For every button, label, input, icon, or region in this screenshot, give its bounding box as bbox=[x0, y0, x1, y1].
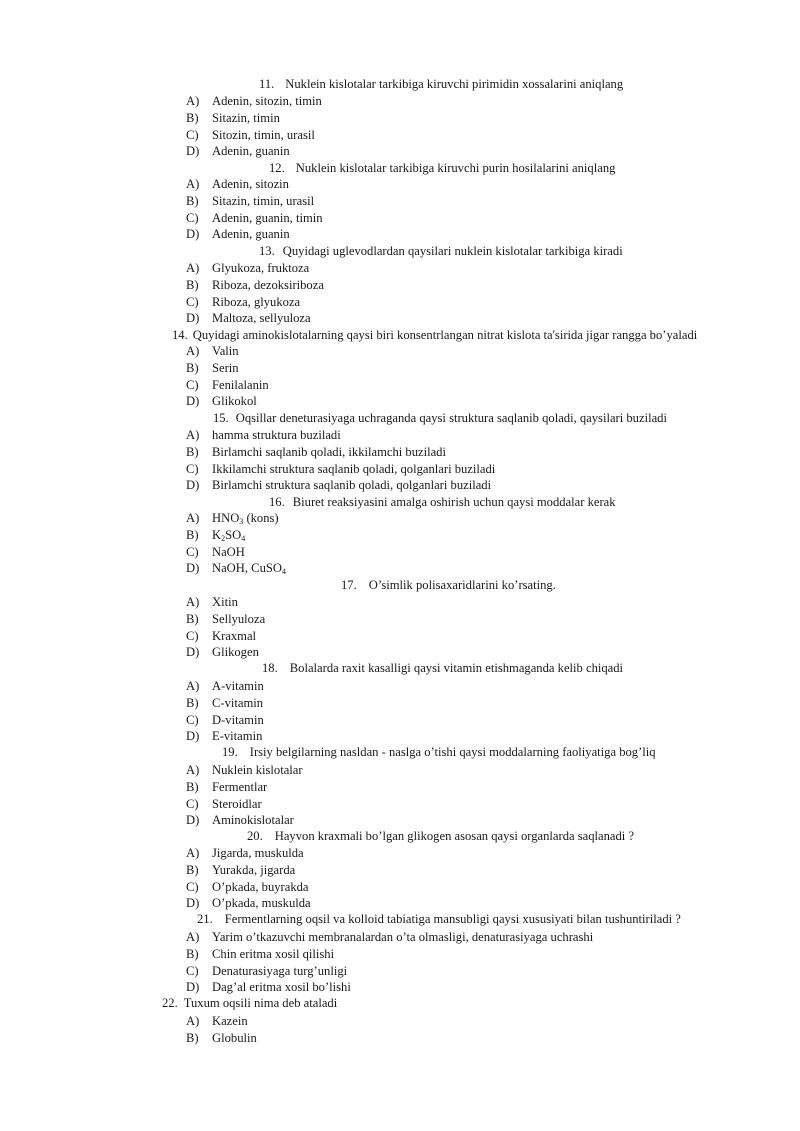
option-letter: B) bbox=[186, 611, 199, 626]
option-letter: A) bbox=[186, 679, 200, 693]
question-heading bbox=[269, 494, 616, 510]
answer-option bbox=[186, 210, 746, 226]
answer-option bbox=[186, 628, 746, 644]
question-text: Quyidagi uglevodlardan qaysilari nuklein kislotalar tarkibiga kiradi bbox=[282, 244, 623, 258]
option-letter: A) bbox=[186, 177, 200, 191]
question-text: Tuxum oqsili nima deb ataladi bbox=[183, 996, 338, 1010]
answer-option bbox=[186, 294, 746, 310]
question-text: Irsiy belgilarning nasldan - naslga o’tishi qaysi moddalarning faoliyatiga bog’liq bbox=[249, 745, 656, 759]
option-letter: D) bbox=[186, 311, 200, 326]
option-text: Maltoza, sellyuloza bbox=[212, 311, 311, 326]
answer-option bbox=[186, 1030, 746, 1046]
answer-option bbox=[186, 946, 746, 962]
answer-option bbox=[186, 377, 746, 393]
answer-option bbox=[186, 963, 746, 979]
question-text: Biuret reaksiyasini amalga oshirish uchun qaysi moddalar kerak bbox=[292, 495, 616, 509]
option-letter: B) bbox=[186, 779, 199, 794]
answer-option bbox=[186, 127, 746, 143]
option-letter: A) bbox=[186, 1014, 200, 1028]
question-text: Hayvon kraxmali bo’lgan glikogen asosan qaysi organlarda saqlanadi ? bbox=[274, 829, 635, 843]
option-text: hamma struktura buziladi bbox=[212, 428, 341, 442]
option-text: Adenin, guanin bbox=[212, 144, 290, 159]
question-number: 13. bbox=[259, 244, 275, 258]
answer-option bbox=[186, 393, 746, 409]
answer-option bbox=[186, 644, 746, 660]
option-text: Adenin, sitozin bbox=[212, 177, 289, 191]
option-text: Glikokol bbox=[212, 394, 257, 409]
option-letter: A) bbox=[186, 261, 200, 275]
option-text: Yurakda, jigarda bbox=[212, 862, 296, 877]
option-text: Valin bbox=[212, 344, 239, 358]
question-number: 15. bbox=[213, 411, 229, 425]
option-text: Glikogen bbox=[212, 645, 259, 660]
question-number: 12. bbox=[269, 161, 285, 175]
option-text: Chin eritma xosil qilishi bbox=[212, 946, 335, 961]
option-text: Sitozin, timin, urasil bbox=[212, 127, 315, 142]
question-heading bbox=[341, 577, 556, 593]
question-heading bbox=[197, 911, 681, 927]
option-text: Birlamchi struktura saqlanib qoladi, qolganlari buziladi bbox=[212, 478, 492, 493]
option-letter: B) bbox=[186, 862, 199, 877]
option-text: Adenin, sitozin, timin bbox=[212, 94, 322, 108]
option-letter: C) bbox=[186, 377, 199, 392]
answer-option bbox=[186, 712, 746, 728]
answer-option bbox=[186, 360, 746, 376]
answer-option bbox=[186, 1013, 746, 1029]
option-text: Denaturasiyaga turg’unligi bbox=[212, 963, 348, 978]
question-text: Nuklein kislotalar tarkibiga kiruvchi pirimidin xossalarini aniqlang bbox=[285, 77, 624, 91]
answer-option bbox=[186, 845, 746, 861]
option-text: Serin bbox=[212, 360, 239, 375]
option-text: Ikkilamchi struktura saqlanib qoladi, qolganlari buziladi bbox=[212, 461, 496, 476]
question-text: Bolalarda raxit kasalligi qaysi vitamin etishmaganda kelib chiqadi bbox=[289, 661, 624, 675]
question-heading bbox=[269, 160, 615, 176]
option-text: Dag’al eritma xosil bo’lishi bbox=[212, 980, 351, 995]
option-text: Riboza, dezoksiriboza bbox=[212, 277, 324, 292]
option-letter: B) bbox=[186, 695, 199, 710]
question-heading bbox=[247, 828, 634, 844]
answer-option bbox=[186, 728, 746, 744]
question-number: 20. bbox=[247, 829, 263, 843]
answer-option bbox=[186, 929, 746, 945]
question-text: Quyidagi aminokislotalarning qaysi biri konsentrlangan nitrat kislota ta'sirida jigar rangga bo’yaladi bbox=[192, 328, 698, 342]
question-number: 14. bbox=[172, 328, 188, 342]
option-text: Steroidlar bbox=[212, 796, 262, 811]
question-text: Nuklein kislotalar tarkibiga kiruvchi purin hosilalarini aniqlang bbox=[295, 161, 616, 175]
question-heading bbox=[222, 744, 656, 760]
answer-option bbox=[186, 93, 746, 109]
option-text: Kraxmal bbox=[212, 628, 257, 643]
option-letter: A) bbox=[186, 930, 200, 944]
answer-option bbox=[186, 779, 746, 795]
option-letter: D) bbox=[186, 478, 200, 493]
option-letter: B) bbox=[186, 946, 199, 961]
question-number: 17. bbox=[341, 578, 357, 592]
answer-option bbox=[186, 143, 746, 159]
option-text: O’pkada, muskulda bbox=[212, 896, 311, 911]
answer-option bbox=[186, 477, 746, 493]
answer-option bbox=[186, 895, 746, 911]
option-letter: C) bbox=[186, 461, 199, 476]
option-letter: D) bbox=[186, 144, 200, 159]
option-text: Kazein bbox=[212, 1014, 248, 1028]
option-letter: C) bbox=[186, 294, 199, 309]
answer-option bbox=[186, 879, 746, 895]
answer-option bbox=[186, 796, 746, 812]
option-letter: D) bbox=[186, 896, 200, 911]
answer-option bbox=[186, 611, 746, 627]
answer-option bbox=[186, 427, 746, 443]
option-text: Aminokislotalar bbox=[212, 813, 294, 828]
option-text: Adenin, guanin bbox=[212, 227, 290, 242]
option-letter: A) bbox=[186, 94, 200, 108]
answer-option bbox=[186, 260, 746, 276]
option-text: Nuklein kislotalar bbox=[212, 763, 303, 777]
option-text: Adenin, guanin, timin bbox=[212, 210, 323, 225]
option-text: Fermentlar bbox=[212, 779, 268, 794]
option-letter: C) bbox=[186, 879, 199, 894]
answer-option bbox=[186, 695, 746, 711]
question-number: 19. bbox=[222, 745, 238, 759]
option-text: Jigarda, muskulda bbox=[212, 846, 304, 860]
answer-option bbox=[186, 226, 746, 242]
option-text: NaOH, CuSO$_4$ bbox=[212, 561, 286, 577]
option-text: D-vitamin bbox=[212, 712, 264, 727]
option-letter: D) bbox=[186, 561, 200, 576]
option-letter: D) bbox=[186, 729, 200, 744]
question-heading bbox=[262, 660, 623, 676]
option-letter: B) bbox=[186, 277, 199, 292]
question-heading bbox=[259, 243, 623, 259]
option-text: Yarim o’tkazuvchi membranalardan o’ta olmasligi, denaturasiyaga uchrashi bbox=[212, 930, 594, 944]
option-letter: D) bbox=[186, 813, 200, 828]
answer-option bbox=[186, 110, 746, 126]
answer-option bbox=[186, 678, 746, 694]
question-number: 11. bbox=[259, 77, 275, 91]
answer-option bbox=[186, 343, 746, 359]
option-text: O’pkada, buyrakda bbox=[212, 879, 309, 894]
question-heading bbox=[162, 995, 337, 1011]
option-letter: B) bbox=[186, 1030, 199, 1045]
option-letter: C) bbox=[186, 628, 199, 643]
option-text: Globulin bbox=[212, 1030, 257, 1045]
option-letter: C) bbox=[186, 210, 199, 225]
answer-option bbox=[186, 812, 746, 828]
answer-option bbox=[186, 277, 746, 293]
option-text: Sitazin, timin, urasil bbox=[212, 193, 315, 208]
option-letter: C) bbox=[186, 127, 199, 142]
question-heading bbox=[172, 327, 697, 343]
option-letter: A) bbox=[186, 595, 200, 609]
question-text: Oqsillar deneturasiyaga uchraganda qaysi struktura saqlanib qoladi, qaysilari buziladi bbox=[235, 411, 667, 425]
option-letter: C) bbox=[186, 712, 199, 727]
option-letter: D) bbox=[186, 645, 200, 660]
option-letter: C) bbox=[186, 544, 199, 559]
answer-option bbox=[186, 762, 746, 778]
option-letter: A) bbox=[186, 344, 200, 358]
answer-option bbox=[186, 193, 746, 209]
option-letter: D) bbox=[186, 980, 200, 995]
option-text: Xitin bbox=[212, 595, 238, 609]
option-letter: A) bbox=[186, 511, 200, 525]
option-letter: B) bbox=[186, 360, 199, 375]
option-letter: D) bbox=[186, 394, 200, 409]
option-letter: C) bbox=[186, 796, 199, 811]
answer-option bbox=[186, 310, 746, 326]
question-number: 18. bbox=[262, 661, 278, 675]
answer-option bbox=[186, 176, 746, 192]
question-number: 16. bbox=[269, 495, 285, 509]
option-text: C-vitamin bbox=[212, 695, 264, 710]
answer-option bbox=[186, 510, 746, 526]
option-text: Sellyuloza bbox=[212, 611, 266, 626]
option-letter: A) bbox=[186, 428, 200, 442]
option-letter: A) bbox=[186, 763, 200, 777]
option-text: Birlamchi saqlanib qoladi, ikkilamchi buziladi bbox=[212, 444, 446, 459]
option-letter: B) bbox=[186, 110, 199, 125]
option-text: Sitazin, timin bbox=[212, 110, 280, 125]
answer-option bbox=[186, 444, 746, 460]
option-text: Fenilalanin bbox=[212, 377, 269, 392]
option-letter: B) bbox=[186, 444, 199, 459]
answer-option bbox=[186, 544, 746, 560]
question-heading bbox=[259, 76, 623, 92]
answer-option bbox=[186, 979, 746, 995]
answer-option bbox=[186, 527, 746, 543]
option-letter: B) bbox=[186, 527, 199, 542]
answer-option bbox=[186, 862, 746, 878]
option-text: Glyukoza, fruktoza bbox=[212, 261, 310, 275]
question-text: O’simlik polisaxaridlarini ko’rsating. bbox=[368, 578, 556, 592]
option-text: A-vitamin bbox=[212, 679, 264, 693]
option-letter: B) bbox=[186, 193, 199, 208]
option-text: $K_2SO_4$ bbox=[212, 527, 246, 543]
option-text: Riboza, glyukoza bbox=[212, 294, 301, 309]
question-text: Fermentlarning oqsil va kolloid tabiatiga mansubligi qaysi xususiyati bilan tushuntiriladi ? bbox=[224, 912, 681, 926]
question-heading bbox=[213, 410, 667, 426]
option-letter: C) bbox=[186, 963, 199, 978]
option-text: NaOH bbox=[212, 544, 245, 559]
option-text: $HNO_3$ (kons) bbox=[212, 511, 279, 526]
question-number: 22. bbox=[162, 996, 178, 1010]
question-number: 21. bbox=[197, 912, 213, 926]
option-letter: D) bbox=[186, 227, 200, 242]
answer-option bbox=[186, 594, 746, 610]
answer-option bbox=[186, 560, 746, 576]
option-letter: A) bbox=[186, 846, 200, 860]
option-text: E-vitamin bbox=[212, 729, 263, 744]
answer-option bbox=[186, 461, 746, 477]
